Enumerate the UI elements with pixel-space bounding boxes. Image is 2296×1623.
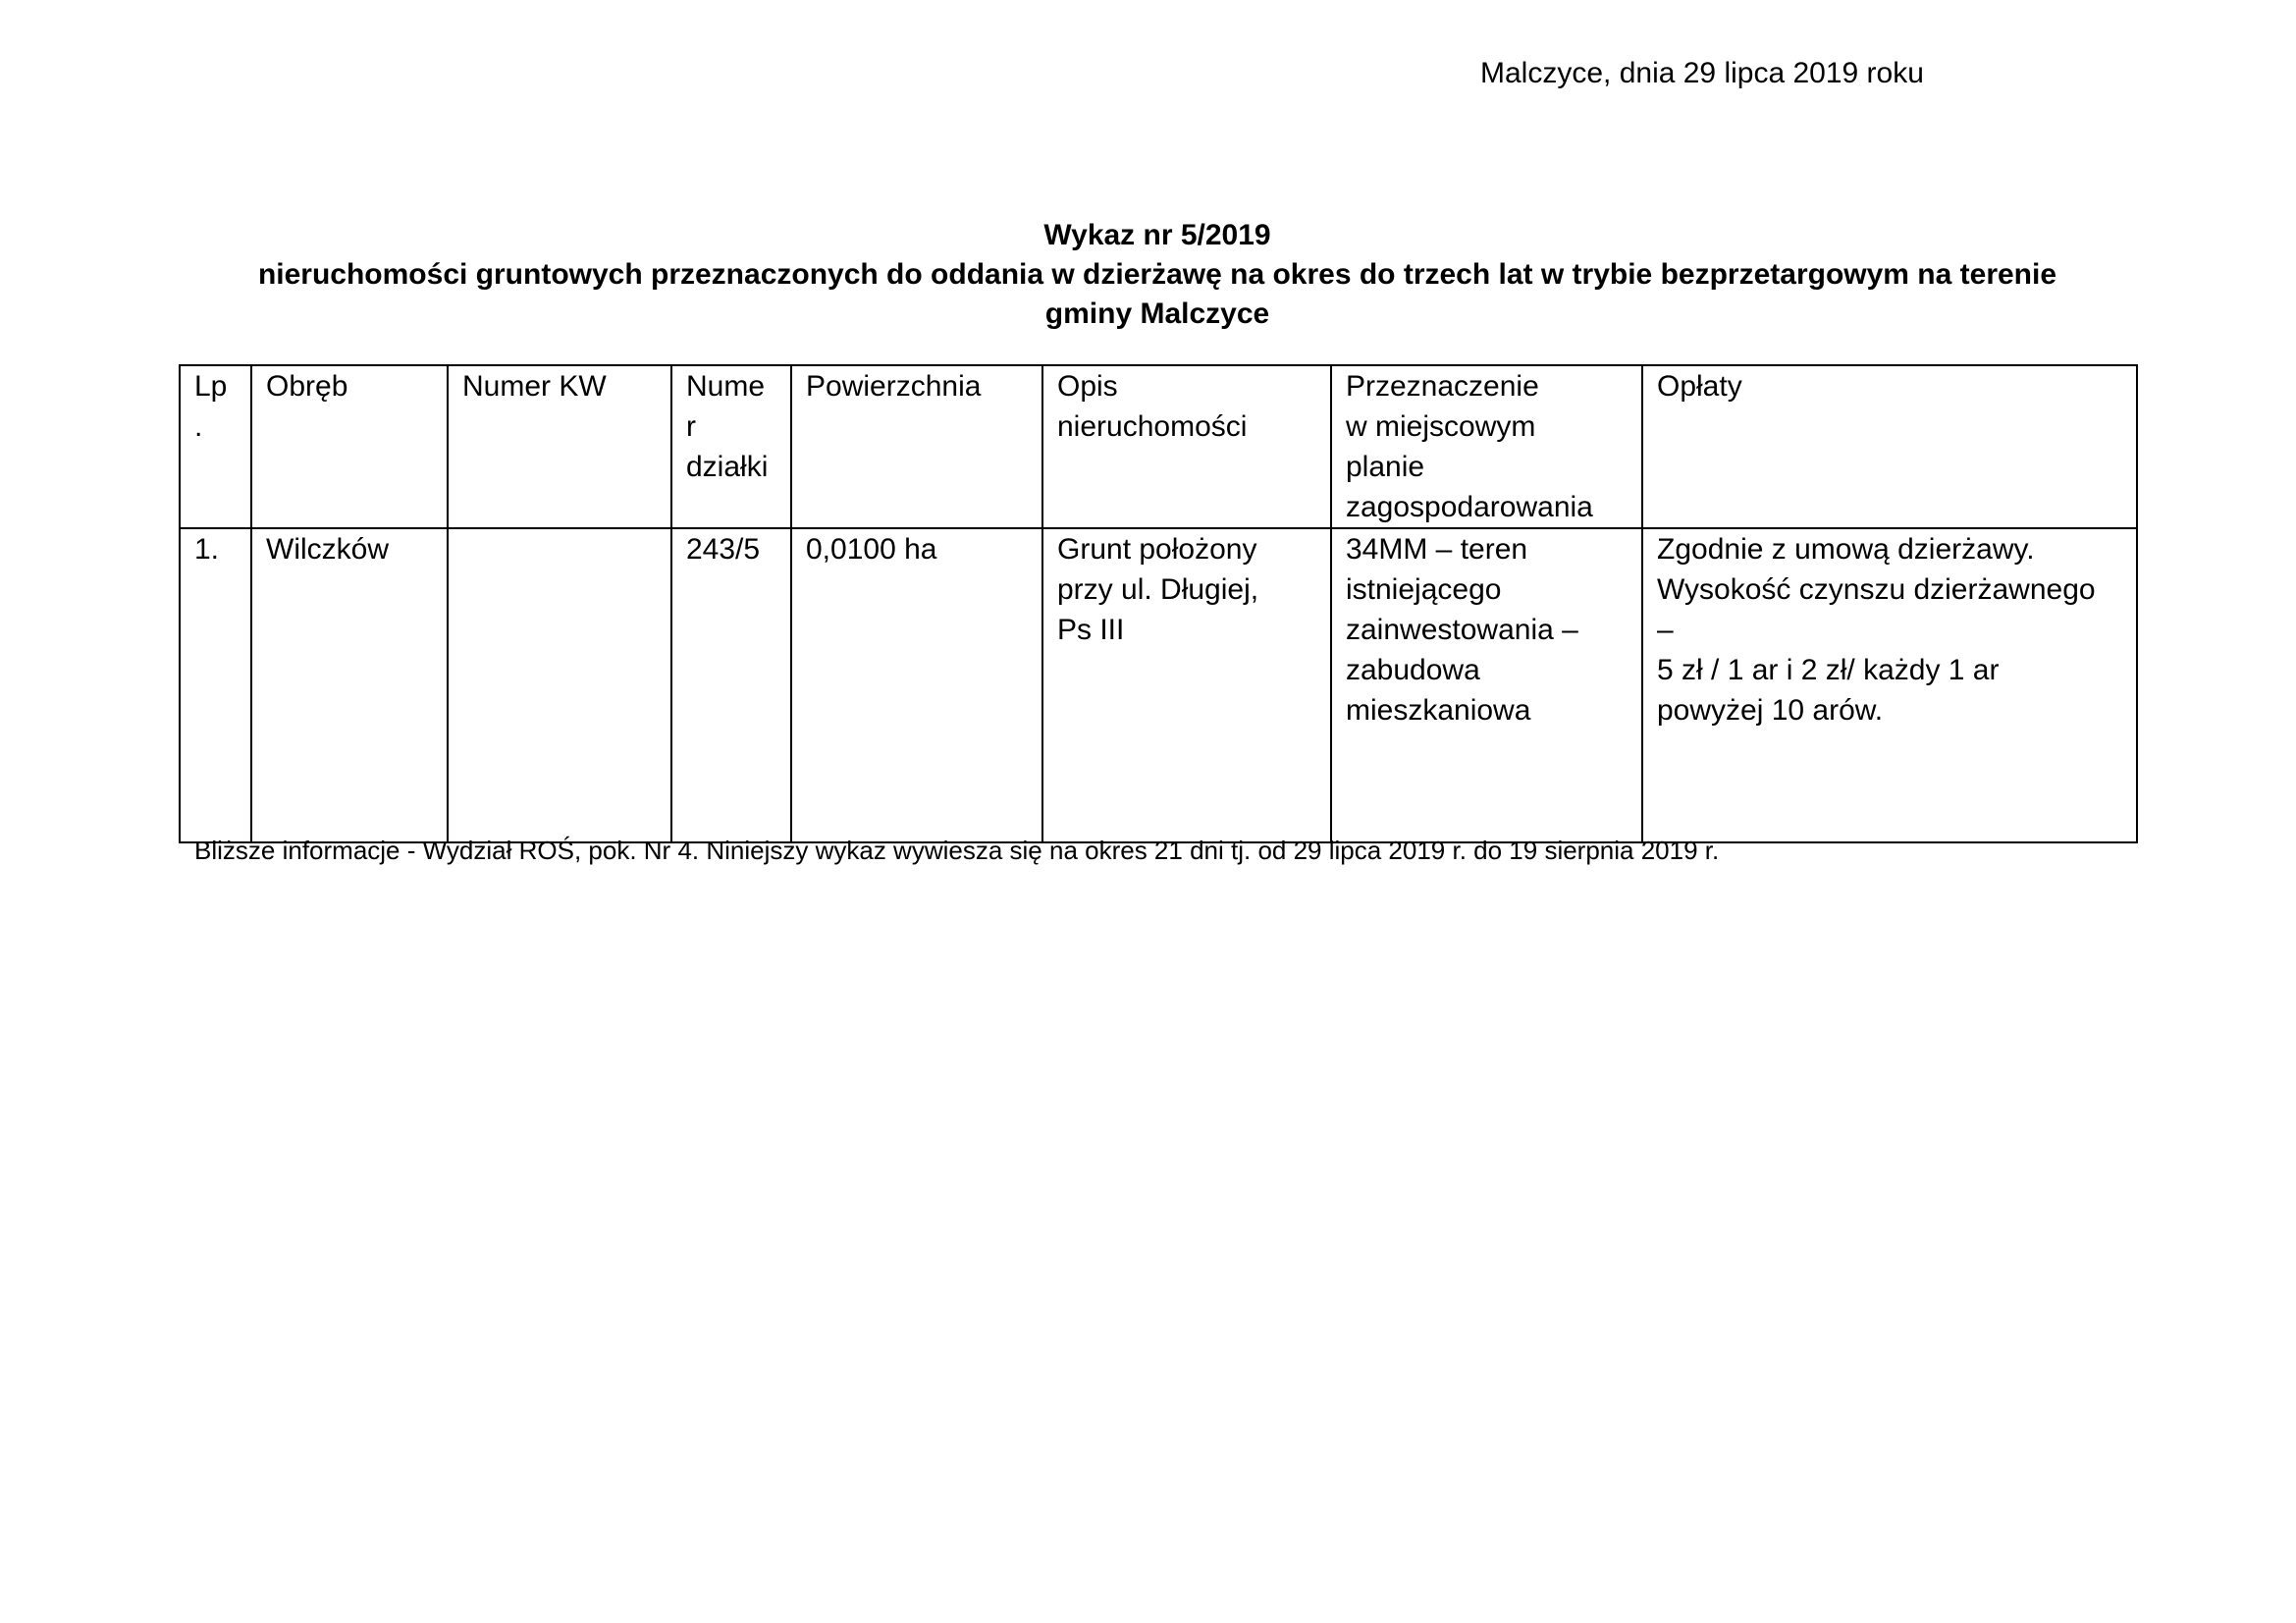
property-list-table [179,364,2138,843]
header-lp: Lp . [180,365,251,528]
title-description: nieruchomości gruntowych przeznaczonych do oddania w dzierżawę na okres do trzech lat w trybie bezprzetargowym na terenie [257,258,2057,291]
document-title [179,216,2136,334]
document-date: Malczyce, dnia 29 lipca 2019 roku [1480,57,1924,89]
title-description-continued: gminy Malczyce [1044,298,1270,330]
cell-numer-dzialki: 243/5 [671,528,791,842]
header-przeznaczenie: Przeznaczenie w miejscowym planie zagospodarowania [1331,365,1642,528]
cell-lp: 1. [180,528,251,842]
cell-obreb: Wilczków [251,528,448,842]
header-oplaty: Opłaty [1642,365,2137,528]
header-numer-kw: Numer KW [448,365,671,528]
header-obreb: Obręb [251,365,448,528]
cell-oplaty: Zgodnie z umową dzierżawy. Wysokość czynszu dzierżawnego – 5 zł / 1 ar i 2 zł/ każdy 1 ar powyżej 10 arów. [1642,528,2137,842]
table-header-row [180,365,2137,528]
footer-information-note: Bliższe informacje - Wydział ROŚ, pok. Nr 4. Niniejszy wykaz wywiesza się na okres 21 dni tj. od 29 lipca 2019 r. do 19 sierpnia 2019 r. [194,836,1720,865]
header-powierzchnia: Powierzchnia [791,365,1042,528]
header-opis: Opis nieruchomości [1042,365,1331,528]
cell-numer-kw [448,528,671,842]
header-numer-dzialki: Nume r działki [671,365,791,528]
title-number: Wykaz nr 5/2019 [1043,219,1271,251]
cell-opis: Grunt położony przy ul. Długiej, Ps III [1042,528,1331,842]
table-row [180,528,2137,842]
cell-przeznaczenie: 34MM – teren istniejącego zainwestowania – zabudowa mieszkaniowa [1331,528,1642,842]
cell-powierzchnia: 0,0100 ha [791,528,1042,842]
